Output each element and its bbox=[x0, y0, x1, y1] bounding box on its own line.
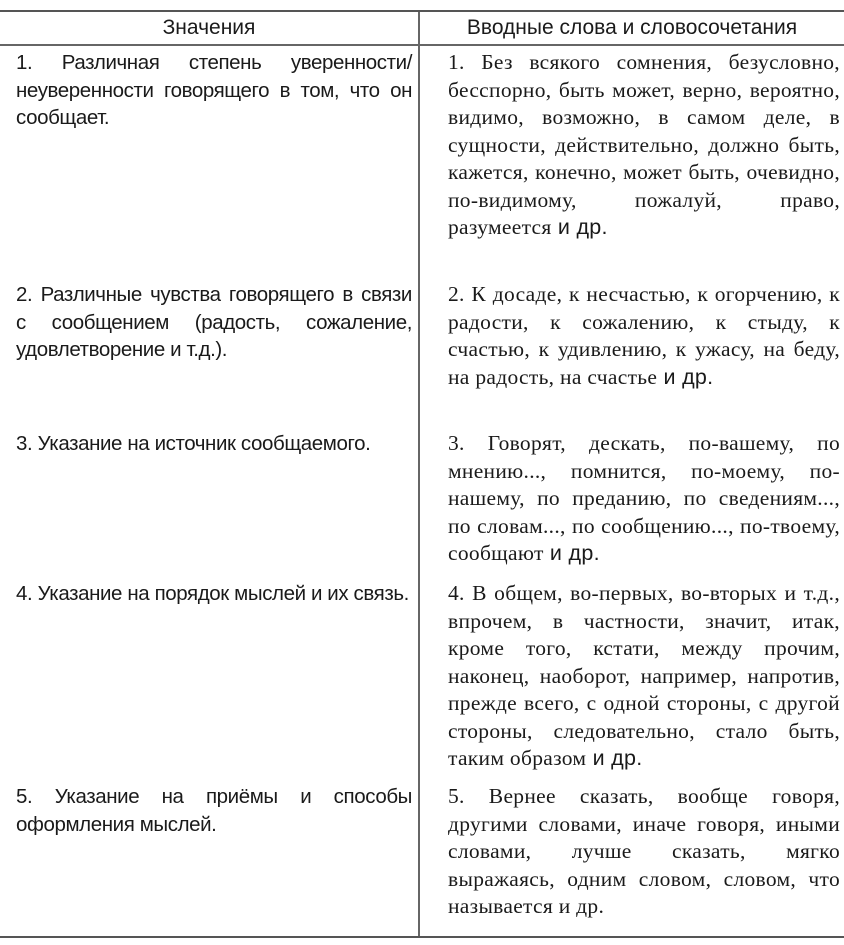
introductory-words-table bbox=[0, 10, 844, 938]
row-2-words-text: 2. К досаде, к несчастью, к огорчению, к радости, к сожалению, к стыду, к счастью, к удивлению, к ужасу, на беду, на радость, на счастье bbox=[448, 282, 840, 389]
row-2-meaning: 2. Различные чувства говорящего в связи с сообщением (радость, сожаление, удовлетворение и т.д.). bbox=[16, 283, 412, 361]
row-2-words bbox=[448, 281, 840, 391]
row-1-words bbox=[448, 49, 840, 242]
row-4-etc: и др. bbox=[586, 746, 643, 770]
header-introductory-words: Вводные слова и словосочетания bbox=[420, 12, 844, 46]
row-3-words-text: 3. Говорят, дескать, по-вашему, по мнению..., помнится, по-моему, по-нашему, по преданию, по сведениям..., по словам..., по сообщению..., по-твоему, сообщают bbox=[448, 431, 840, 565]
row-3-meaning: 3. Указание на источник сообщаемого. bbox=[16, 432, 371, 455]
header-meanings: Значения bbox=[0, 12, 418, 46]
row-1-etc: и др. bbox=[551, 215, 608, 239]
row-4-words bbox=[448, 580, 840, 773]
row-2-etc: и др. bbox=[657, 364, 714, 389]
row-5-words bbox=[448, 783, 840, 921]
row-1-meaning: 1. Различная степень уверенности/ неуверенности говорящего в том, что он сообщает. bbox=[16, 51, 412, 129]
row-4-meaning: 4. Указание на порядок мыслей и их связь. bbox=[16, 582, 409, 605]
row-5-words-text: 5. Вернее сказать, вообще говоря, другими словами, иначе говоря, иными словами, лучше сказать, мягко выражаясь, одним словом, словом, что называется и др. bbox=[448, 784, 840, 918]
row-3-etc: и др. bbox=[543, 541, 600, 565]
row-3-words bbox=[448, 430, 840, 568]
column-divider bbox=[418, 12, 420, 936]
row-5-meaning: 5. Указание на приёмы и способы оформления мыслей. bbox=[16, 785, 412, 836]
row-1-words-text: 1. Без всякого сомнения, безусловно, бесспорно, быть может, верно, вероятно, видимо, возможно, в самом деле, в сущности, действительно, должно быть, кажется, конечно, может быть, очевидно, по-видимому, пожалуй, право, разумеется bbox=[448, 50, 840, 239]
row-4-words-text: 4. В общем, во-первых, во-вторых и т.д., впрочем, в частности, значит, итак, кроме того, кстати, между прочим, наконец, наоборот, например, напротив, прежде всего, с одной стороны, с другой стороны, следовательно, стало быть, таким образом bbox=[448, 581, 840, 770]
